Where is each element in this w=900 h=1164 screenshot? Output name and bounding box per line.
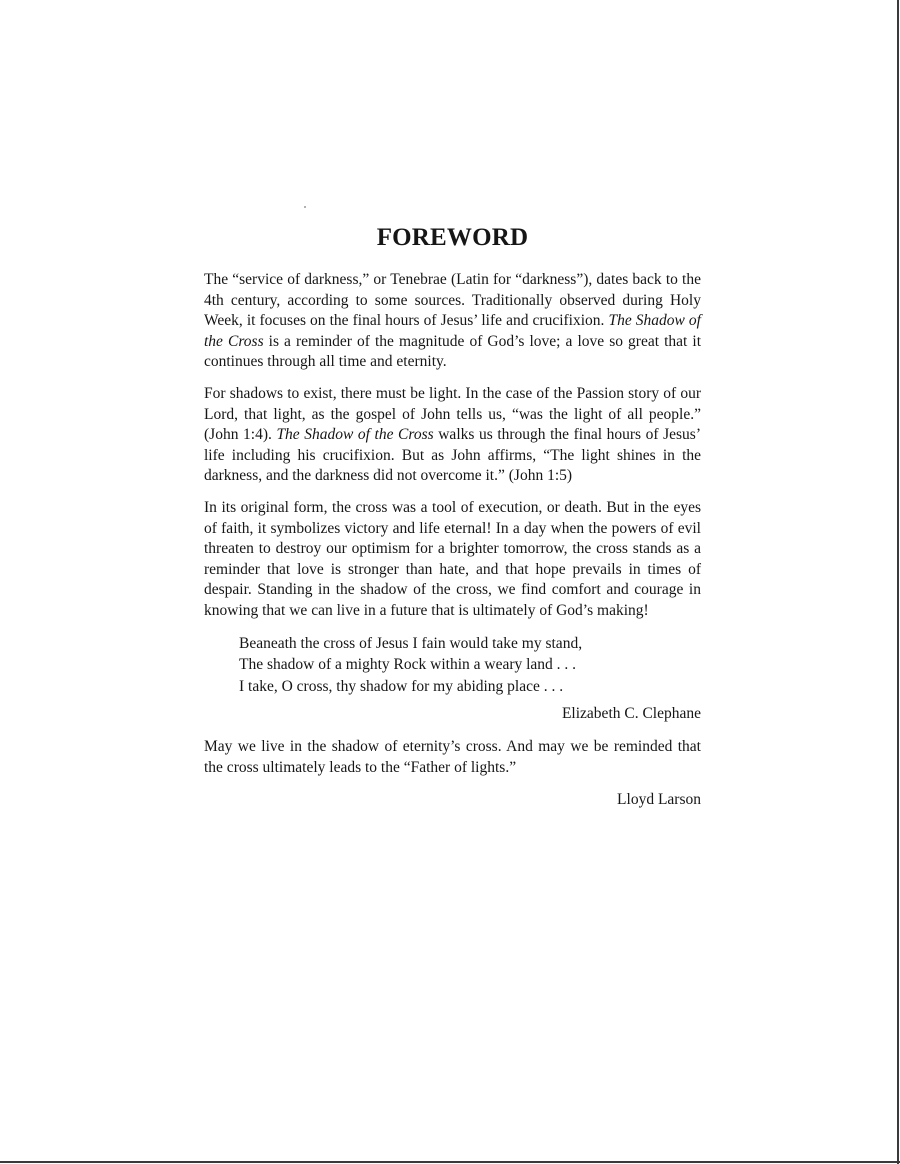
hymn-quote — [239, 633, 701, 698]
foreword-content — [204, 222, 701, 823]
paragraph-text: The “service of darkness,” or Tenebrae (Latin for “darkness”), dates back to the 4th century, according to some sources. Traditionally observed during Holy Week, it focuses on the final hours of Jesus’ life and crucifixion. — [204, 271, 701, 330]
paragraph-text: For shadows to exist, there must be light. In the case of the Passion story of our Lord, that light, as the gospel of John tells us, “was the light of all people.” (John 1:4). — [204, 384, 701, 444]
page-title: FOREWORD — [376, 224, 529, 251]
paragraph-tenebrae — [204, 270, 701, 373]
paragraph-cross: In its original form, the cross was a tool of execution, or death. But in the eyes of faith, it symbolizes victory and life eternal! In a day when the powers of evil threaten to destroy our optimism for a brighter tomorrow, the cross stands as a reminder that love is stronger than hate, and that hope prevails in times of despair. Standing in the shadow of the cross, we find comfort and courage in knowing that we can live in a future that is ultimately of God’s making! — [204, 498, 701, 619]
hymn-line: Beaneath the cross of Jesus I fain would take my stand, — [239, 634, 583, 652]
author-signature: Lloyd Larson — [617, 791, 701, 809]
hymn-line: I take, O cross, thy shadow for my abiding place . . . — [239, 677, 564, 695]
book-title-italic: The Shadow of the Cross — [276, 426, 434, 444]
paragraph-text: is a reminder of the magnitude of God’s love; a love so great that it continues through all time and eternity. — [204, 332, 701, 371]
paragraph-text: walks us through the final hours of Jesus’ life including his crucifixion. But as John affirms, “The light shines in the darkness, and the darkness did not overcome it.” (John 1:5) — [204, 426, 701, 485]
hymn-line: The shadow of a mighty Rock within a weary land . . . — [239, 656, 577, 673]
page-right-edge — [897, 0, 899, 1164]
paragraph-light — [204, 384, 701, 487]
scan-speck — [304, 206, 306, 208]
book-title-italic: The Shadow of the Cross — [204, 312, 701, 350]
hymn-attribution: Elizabeth C. Clephane — [561, 705, 701, 722]
page-bottom-edge — [0, 1161, 900, 1163]
paragraph-closing: May we live in the shadow of eternity’s cross. And may we be reminded that the cross ultimately leads to the “Father of lights.” — [204, 738, 701, 776]
